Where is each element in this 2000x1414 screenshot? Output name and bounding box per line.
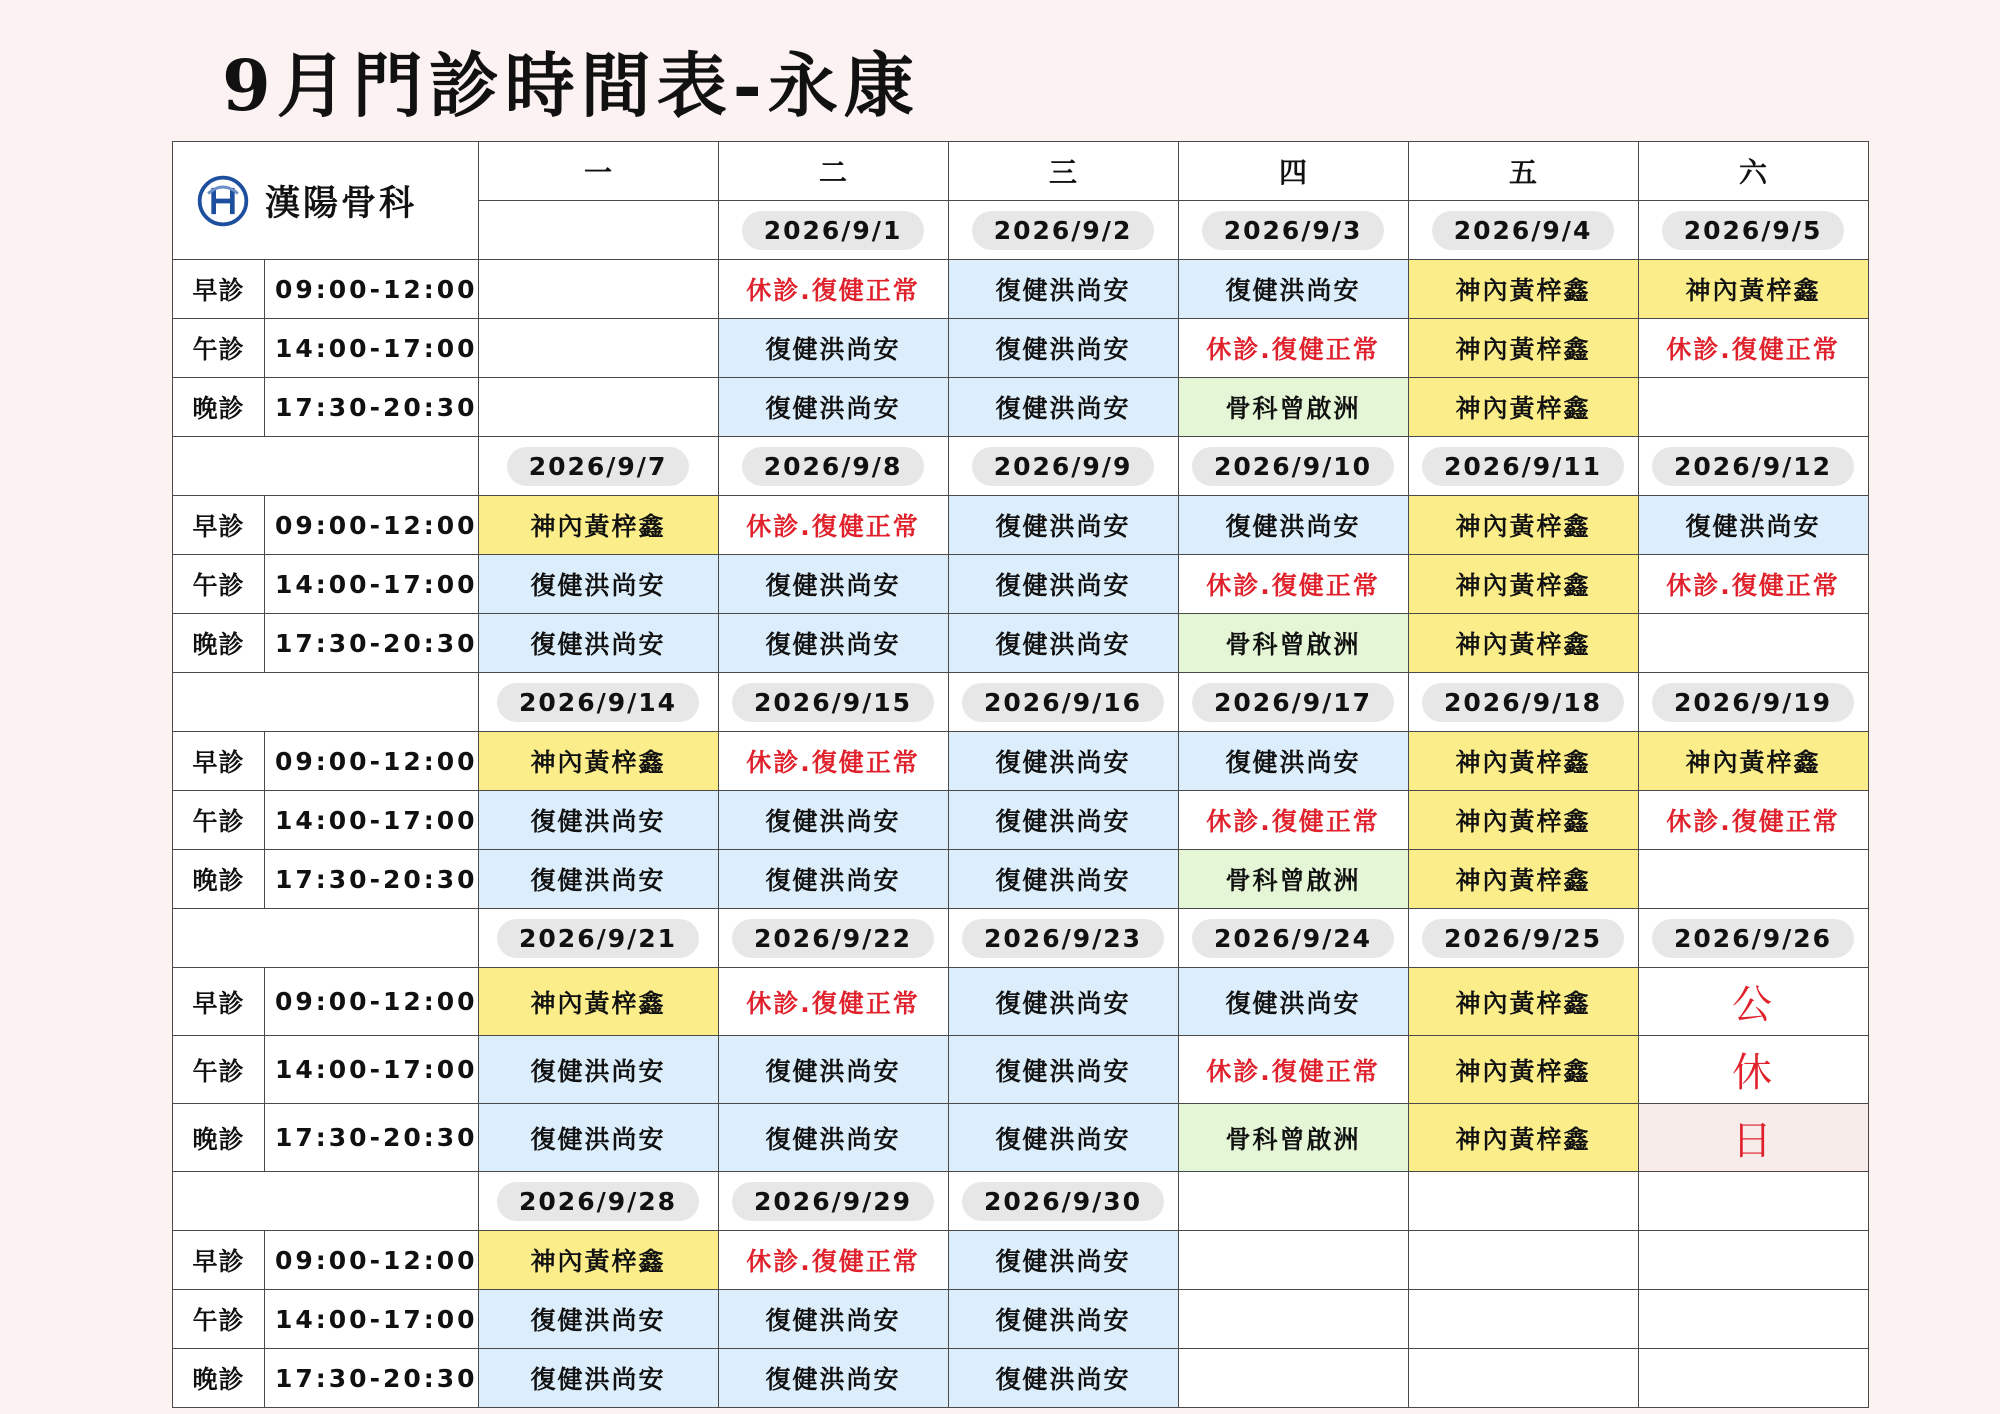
doctor-slot: 神內黃梓鑫	[1408, 1036, 1638, 1104]
date-badge: 2026/9/18	[1422, 683, 1624, 722]
session-label: 晚診	[173, 850, 265, 909]
doctor-slot: 復健洪尚安	[1638, 496, 1868, 555]
date-badge: 2026/9/10	[1192, 447, 1394, 486]
session-time: 09:00-12:00	[265, 496, 479, 555]
doctor-slot: 休診.復健正常	[1178, 555, 1408, 614]
session-row-morning	[173, 260, 1869, 319]
doctor-slot: 復健洪尚安	[718, 555, 948, 614]
empty-slot	[1638, 1231, 1868, 1290]
date-cell	[478, 437, 718, 496]
date-row	[173, 909, 1869, 968]
date-badge: 2026/9/29	[732, 1182, 934, 1221]
doctor-slot: 復健洪尚安	[478, 850, 718, 909]
doctor-slot: 休診.復健正常	[718, 732, 948, 791]
date-row	[173, 1172, 1869, 1231]
date-badge: 2026/9/26	[1652, 919, 1854, 958]
session-row-evening	[173, 614, 1869, 673]
date-cell	[1178, 909, 1408, 968]
doctor-slot: 復健洪尚安	[718, 850, 948, 909]
session-row-afternoon	[173, 1290, 1869, 1349]
date-badge: 2026/9/9	[972, 447, 1155, 486]
date-badge: 2026/9/1	[742, 211, 925, 250]
date-row-spacer	[173, 437, 479, 496]
doctor-slot: 休診.復健正常	[1638, 319, 1868, 378]
date-cell	[1408, 1172, 1638, 1231]
date-cell	[1408, 201, 1638, 260]
empty-slot	[478, 260, 718, 319]
date-badge: 2026/9/15	[732, 683, 934, 722]
doctor-slot: 休診.復健正常	[1178, 319, 1408, 378]
session-label: 早診	[173, 260, 265, 319]
session-time: 17:30-20:30	[265, 850, 479, 909]
doctor-slot: 復健洪尚安	[948, 555, 1178, 614]
session-row-morning	[173, 732, 1869, 791]
date-cell	[718, 1172, 948, 1231]
doctor-slot: 骨科曾啟洲	[1178, 850, 1408, 909]
doctor-slot: 復健洪尚安	[948, 791, 1178, 850]
session-time: 09:00-12:00	[265, 260, 479, 319]
weekday-header-tue: 二	[718, 142, 948, 201]
doctor-slot: 復健洪尚安	[718, 1036, 948, 1104]
session-label: 午診	[173, 1036, 265, 1104]
date-row	[173, 437, 1869, 496]
date-badge: 2026/9/24	[1192, 919, 1394, 958]
date-badge: 2026/9/30	[962, 1182, 1164, 1221]
doctor-slot: 休診.復健正常	[718, 260, 948, 319]
session-label: 晚診	[173, 1349, 265, 1408]
doctor-slot: 復健洪尚安	[948, 1036, 1178, 1104]
date-cell	[1178, 673, 1408, 732]
schedule-table	[172, 141, 1869, 1408]
date-badge: 2026/9/12	[1652, 447, 1854, 486]
date-badge: 2026/9/3	[1202, 211, 1385, 250]
session-time: 17:30-20:30	[265, 614, 479, 673]
doctor-slot: 復健洪尚安	[948, 260, 1178, 319]
date-cell	[478, 909, 718, 968]
date-cell	[1638, 1172, 1868, 1231]
date-cell	[1178, 437, 1408, 496]
doctor-slot: 神內黃梓鑫	[1408, 555, 1638, 614]
session-time: 17:30-20:30	[265, 1349, 479, 1408]
session-row-morning	[173, 496, 1869, 555]
doctor-slot: 復健洪尚安	[948, 614, 1178, 673]
doctor-slot: 復健洪尚安	[478, 614, 718, 673]
date-cell	[718, 437, 948, 496]
session-time: 17:30-20:30	[265, 378, 479, 437]
date-badge: 2026/9/4	[1432, 211, 1615, 250]
date-cell	[478, 201, 718, 260]
date-cell	[718, 673, 948, 732]
doctor-slot: 休診.復健正常	[718, 1231, 948, 1290]
doctor-slot: 神內黃梓鑫	[1408, 319, 1638, 378]
doctor-slot: 神內黃梓鑫	[1408, 850, 1638, 909]
session-row-afternoon	[173, 319, 1869, 378]
date-cell	[1178, 1172, 1408, 1231]
doctor-slot: 復健洪尚安	[1178, 496, 1408, 555]
doctor-slot: 復健洪尚安	[1178, 968, 1408, 1036]
date-cell	[718, 201, 948, 260]
session-label: 早診	[173, 496, 265, 555]
doctor-slot: 神內黃梓鑫	[1638, 732, 1868, 791]
empty-slot	[1178, 1290, 1408, 1349]
session-label: 早診	[173, 732, 265, 791]
doctor-slot: 復健洪尚安	[948, 1290, 1178, 1349]
session-row-afternoon	[173, 555, 1869, 614]
date-badge: 2026/9/8	[742, 447, 925, 486]
doctor-slot: 復健洪尚安	[948, 1349, 1178, 1408]
session-time: 14:00-17:00	[265, 1290, 479, 1349]
date-cell	[478, 673, 718, 732]
session-label: 午診	[173, 1290, 265, 1349]
page-title: 9月門診時間表-永康	[222, 44, 920, 127]
date-badge: 2026/9/17	[1192, 683, 1394, 722]
doctor-slot: 神內黃梓鑫	[1408, 732, 1638, 791]
session-row-morning	[173, 1231, 1869, 1290]
session-row-afternoon	[173, 791, 1869, 850]
date-badge: 2026/9/11	[1422, 447, 1624, 486]
date-cell	[1178, 201, 1408, 260]
doctor-slot: 休診.復健正常	[1638, 791, 1868, 850]
empty-slot	[1638, 1349, 1868, 1408]
doctor-slot: 復健洪尚安	[718, 319, 948, 378]
date-cell	[1638, 437, 1868, 496]
doctor-slot: 復健洪尚安	[718, 1349, 948, 1408]
session-label: 早診	[173, 968, 265, 1036]
doctor-slot: 公	[1638, 968, 1868, 1036]
date-cell	[948, 673, 1178, 732]
doctor-slot: 休診.復健正常	[1638, 555, 1868, 614]
session-row-evening	[173, 378, 1869, 437]
date-badge: 2026/9/22	[732, 919, 934, 958]
session-label: 晚診	[173, 1104, 265, 1172]
session-row-morning	[173, 968, 1869, 1036]
date-cell	[718, 909, 948, 968]
session-label: 午診	[173, 791, 265, 850]
session-row-evening	[173, 850, 1869, 909]
date-cell	[1638, 909, 1868, 968]
empty-slot	[1638, 850, 1868, 909]
session-time: 14:00-17:00	[265, 555, 479, 614]
doctor-slot: 骨科曾啟洲	[1178, 378, 1408, 437]
weekday-header-sat: 六	[1638, 142, 1868, 201]
empty-slot	[1178, 1349, 1408, 1408]
doctor-slot: 復健洪尚安	[948, 378, 1178, 437]
doctor-slot: 復健洪尚安	[1178, 260, 1408, 319]
doctor-slot: 復健洪尚安	[478, 1104, 718, 1172]
date-row-spacer	[173, 1172, 479, 1231]
doctor-slot: 休診.復健正常	[1178, 1036, 1408, 1104]
empty-slot	[1638, 614, 1868, 673]
doctor-slot: 復健洪尚安	[478, 555, 718, 614]
doctor-slot: 日	[1638, 1104, 1868, 1172]
doctor-slot: 復健洪尚安	[718, 378, 948, 437]
doctor-slot: 神內黃梓鑫	[1408, 1104, 1638, 1172]
session-label: 晚診	[173, 378, 265, 437]
session-time: 09:00-12:00	[265, 1231, 479, 1290]
date-badge: 2026/9/28	[497, 1182, 699, 1221]
empty-slot	[1408, 1349, 1638, 1408]
doctor-slot: 休診.復健正常	[1178, 791, 1408, 850]
date-badge: 2026/9/14	[497, 683, 699, 722]
date-badge: 2026/9/16	[962, 683, 1164, 722]
clinic-logo-icon	[195, 173, 251, 229]
session-time: 14:00-17:00	[265, 319, 479, 378]
doctor-slot: 復健洪尚安	[478, 1036, 718, 1104]
session-label: 午診	[173, 555, 265, 614]
date-badge: 2026/9/19	[1652, 683, 1854, 722]
doctor-slot: 復健洪尚安	[948, 496, 1178, 555]
doctor-slot: 復健洪尚安	[718, 1104, 948, 1172]
date-row-spacer	[173, 673, 479, 732]
doctor-slot: 復健洪尚安	[718, 791, 948, 850]
date-badge: 2026/9/7	[507, 447, 690, 486]
session-time: 14:00-17:00	[265, 791, 479, 850]
weekday-header-wed: 三	[948, 142, 1178, 201]
date-cell	[948, 201, 1178, 260]
doctor-slot: 復健洪尚安	[1178, 732, 1408, 791]
doctor-slot: 神內黃梓鑫	[1408, 496, 1638, 555]
session-label: 午診	[173, 319, 265, 378]
session-label: 早診	[173, 1231, 265, 1290]
doctor-slot: 神內黃梓鑫	[1408, 968, 1638, 1036]
session-time: 17:30-20:30	[265, 1104, 479, 1172]
doctor-slot: 復健洪尚安	[948, 968, 1178, 1036]
session-time: 14:00-17:00	[265, 1036, 479, 1104]
empty-slot	[478, 378, 718, 437]
doctor-slot: 復健洪尚安	[478, 1290, 718, 1349]
doctor-slot: 復健洪尚安	[948, 732, 1178, 791]
session-time: 09:00-12:00	[265, 968, 479, 1036]
doctor-slot: 神內黃梓鑫	[478, 1231, 718, 1290]
doctor-slot: 神內黃梓鑫	[1408, 378, 1638, 437]
clinic-logo-cell	[173, 142, 479, 260]
date-cell	[1638, 673, 1868, 732]
date-row	[173, 673, 1869, 732]
empty-slot	[1408, 1231, 1638, 1290]
date-cell	[1408, 673, 1638, 732]
doctor-slot: 復健洪尚安	[948, 1104, 1178, 1172]
weekday-header-mon: 一	[478, 142, 718, 201]
empty-slot	[1408, 1290, 1638, 1349]
doctor-slot: 神內黃梓鑫	[1408, 260, 1638, 319]
empty-slot	[1638, 1290, 1868, 1349]
doctor-slot: 神內黃梓鑫	[1638, 260, 1868, 319]
doctor-slot: 復健洪尚安	[948, 1231, 1178, 1290]
date-badge: 2026/9/21	[497, 919, 699, 958]
date-cell	[478, 1172, 718, 1231]
date-cell	[948, 909, 1178, 968]
date-cell	[1638, 201, 1868, 260]
doctor-slot: 復健洪尚安	[948, 850, 1178, 909]
date-row-spacer	[173, 909, 479, 968]
doctor-slot: 神內黃梓鑫	[1408, 791, 1638, 850]
date-badge: 2026/9/23	[962, 919, 1164, 958]
date-cell	[1408, 437, 1638, 496]
doctor-slot: 復健洪尚安	[718, 614, 948, 673]
empty-slot	[1638, 378, 1868, 437]
session-row-afternoon	[173, 1036, 1869, 1104]
doctor-slot: 神內黃梓鑫	[478, 496, 718, 555]
date-badge: 2026/9/5	[1662, 211, 1845, 250]
session-row-evening	[173, 1104, 1869, 1172]
weekday-header-row	[173, 142, 1869, 201]
date-cell	[948, 1172, 1178, 1231]
date-cell	[1408, 909, 1638, 968]
doctor-slot: 休診.復健正常	[718, 968, 948, 1036]
doctor-slot: 休診.復健正常	[718, 496, 948, 555]
empty-slot	[1178, 1231, 1408, 1290]
session-row-evening	[173, 1349, 1869, 1408]
clinic-name: 漢陽骨科	[265, 183, 418, 224]
date-badge: 2026/9/25	[1422, 919, 1624, 958]
doctor-slot: 神內黃梓鑫	[1408, 614, 1638, 673]
date-badge: 2026/9/2	[972, 211, 1155, 250]
doctor-slot: 骨科曾啟洲	[1178, 1104, 1408, 1172]
weekday-header-thu: 四	[1178, 142, 1408, 201]
doctor-slot: 復健洪尚安	[718, 1290, 948, 1349]
doctor-slot: 神內黃梓鑫	[478, 732, 718, 791]
weekday-header-fri: 五	[1408, 142, 1638, 201]
doctor-slot: 復健洪尚安	[478, 791, 718, 850]
doctor-slot: 神內黃梓鑫	[478, 968, 718, 1036]
doctor-slot: 復健洪尚安	[478, 1349, 718, 1408]
date-cell	[948, 437, 1178, 496]
doctor-slot: 復健洪尚安	[948, 319, 1178, 378]
session-time: 09:00-12:00	[265, 732, 479, 791]
empty-slot	[478, 319, 718, 378]
doctor-slot: 骨科曾啟洲	[1178, 614, 1408, 673]
doctor-slot: 休	[1638, 1036, 1868, 1104]
session-label: 晚診	[173, 614, 265, 673]
